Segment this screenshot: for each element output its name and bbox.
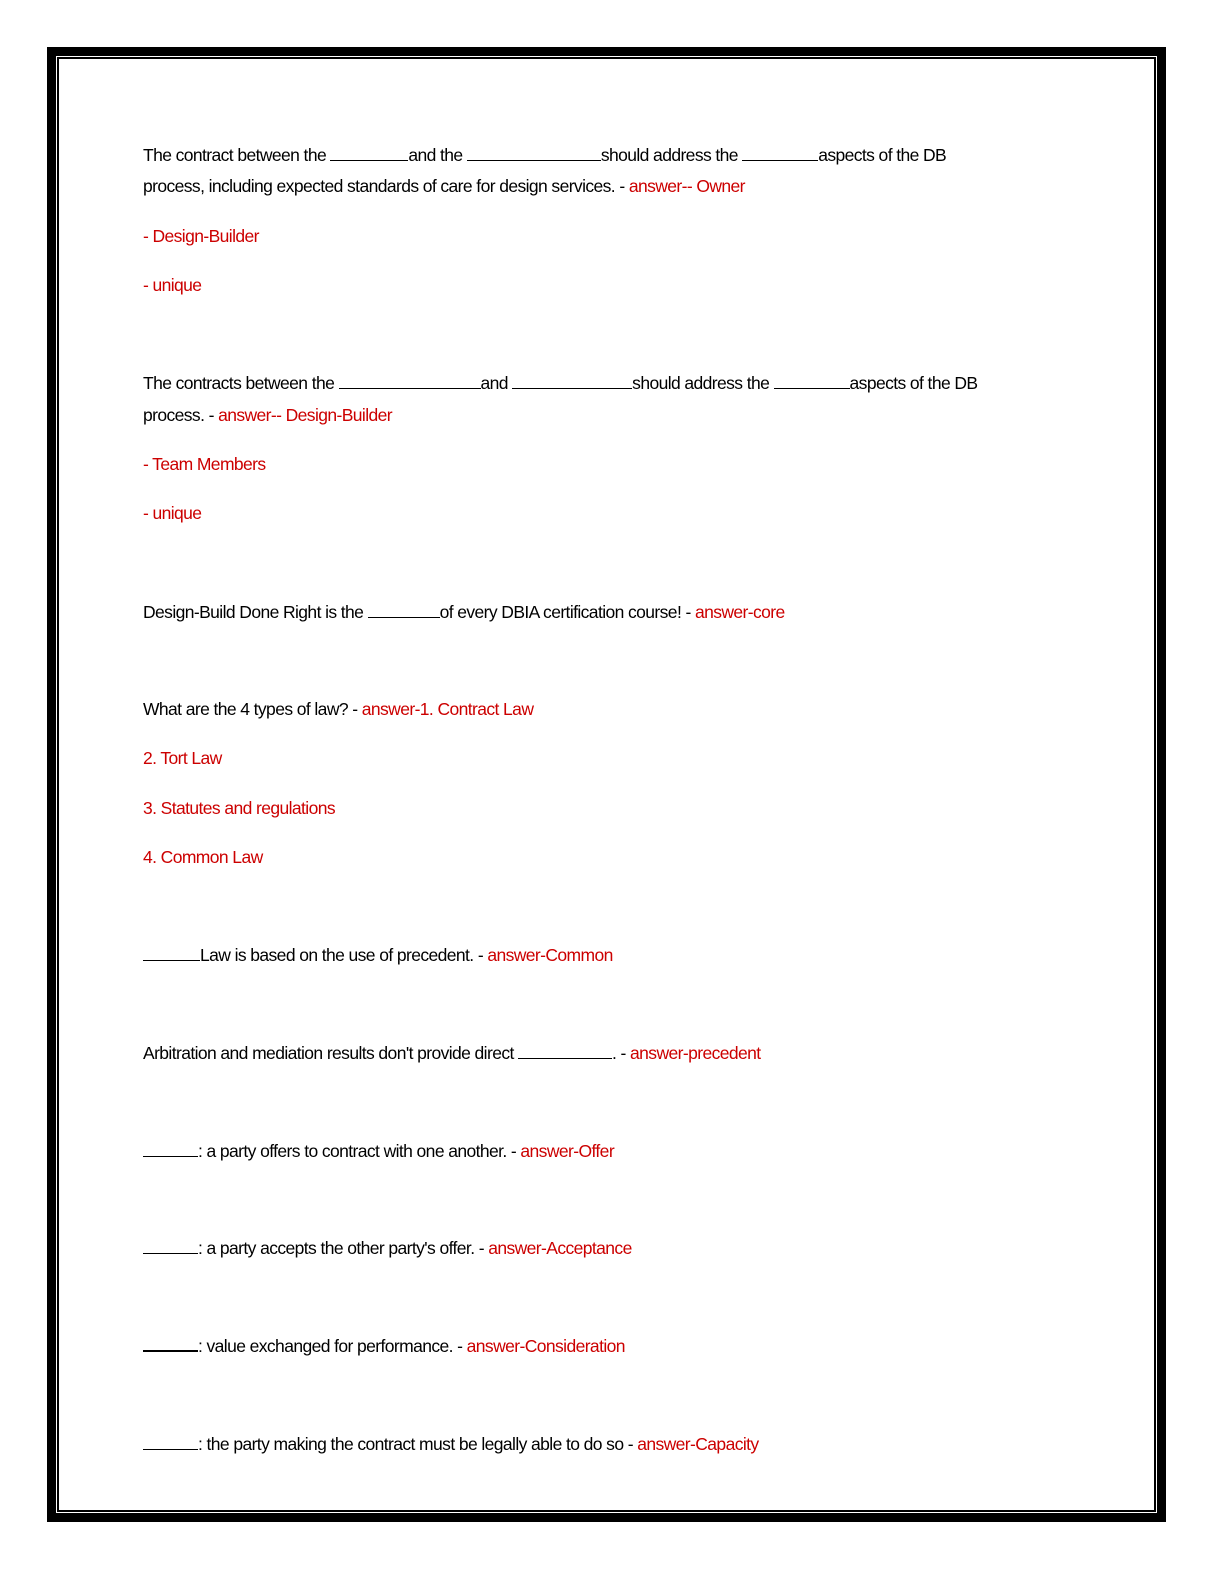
- blank: [143, 1142, 198, 1157]
- question-8: [143, 1232, 632, 1264]
- q1-text-a: The contract between the: [143, 145, 327, 165]
- question-1-line-2: [143, 170, 745, 202]
- q4-text: What are the 4 types of law? -: [143, 699, 358, 719]
- blank: [368, 603, 440, 618]
- blank: [774, 374, 850, 389]
- q2-answer-3: - unique: [143, 503, 202, 523]
- q2-text-c: should address the: [632, 373, 770, 393]
- q1-text-b: and the: [408, 145, 463, 165]
- q5-answer: answer-Common: [487, 945, 613, 965]
- blank: [143, 1239, 198, 1254]
- q1-text-c: should address the: [600, 145, 738, 165]
- q8-text: : a party accepts the other party's offer. -: [198, 1238, 484, 1258]
- q1-answer-3: - unique: [143, 275, 202, 295]
- q5-text: Law is based on the use of precedent. -: [200, 945, 484, 965]
- q4-answer-3: 3. Statutes and regulations: [143, 798, 335, 818]
- q1-text-line2: process, including expected standards of care for design services. -: [143, 176, 625, 196]
- question-3: [143, 596, 785, 628]
- q2-text-line2: process. -: [143, 405, 214, 425]
- blank: [330, 146, 408, 161]
- q6-tail: . -: [612, 1043, 626, 1063]
- q6-answer: answer-precedent: [630, 1043, 761, 1063]
- q2-text-a: The contracts between the: [143, 373, 335, 393]
- q2-answer-2: - Team Members: [143, 454, 266, 474]
- question-2-line-1: [143, 367, 977, 399]
- question-4: [143, 693, 533, 725]
- q3-text-b: of every DBIA certification course! -: [439, 602, 691, 622]
- q1-answer-2: - Design-Builder: [143, 226, 259, 246]
- blank: [143, 1336, 198, 1352]
- blank: [467, 146, 601, 161]
- blank: [512, 374, 632, 389]
- question-6: [143, 1037, 761, 1069]
- q8-answer: answer-Acceptance: [488, 1238, 632, 1258]
- blank: [339, 374, 481, 389]
- q4-answer-4: 4. Common Law: [143, 847, 263, 867]
- q10-answer: answer-Capacity: [637, 1434, 759, 1454]
- q7-text: : a party offers to contract with one another. -: [198, 1141, 517, 1161]
- question-10: [143, 1428, 759, 1460]
- page-border-inner: [57, 57, 1156, 1512]
- blank: [518, 1044, 612, 1059]
- q1-answer: answer-- Owner: [628, 176, 745, 196]
- q7-answer: answer-Offer: [520, 1141, 615, 1161]
- blank: [143, 1435, 198, 1450]
- q10-text: : the party making the contract must be legally able to do so -: [198, 1434, 633, 1454]
- q3-text-a: Design-Build Done Right is the: [143, 602, 364, 622]
- q2-answer: answer-- Design-Builder: [218, 405, 393, 425]
- q6-text: Arbitration and mediation results don't provide direct: [143, 1043, 514, 1063]
- blank: [143, 946, 200, 961]
- question-9: [143, 1330, 625, 1362]
- q9-text: : value exchanged for performance. -: [198, 1336, 463, 1356]
- q4-answer-2: 2. Tort Law: [143, 748, 222, 768]
- q2-text-b: and: [480, 373, 508, 393]
- question-2-line-2: [143, 399, 392, 431]
- q2-text-d: aspects of the DB: [849, 373, 978, 393]
- q9-answer: answer-Consideration: [466, 1336, 625, 1356]
- question-1-line-1: [143, 139, 946, 171]
- question-7: [143, 1135, 614, 1167]
- q1-text-d: aspects of the DB: [818, 145, 947, 165]
- q4-answer: answer-1. Contract Law: [361, 699, 534, 719]
- question-5: [143, 939, 613, 971]
- blank: [742, 146, 818, 161]
- q3-answer: answer-core: [694, 602, 785, 622]
